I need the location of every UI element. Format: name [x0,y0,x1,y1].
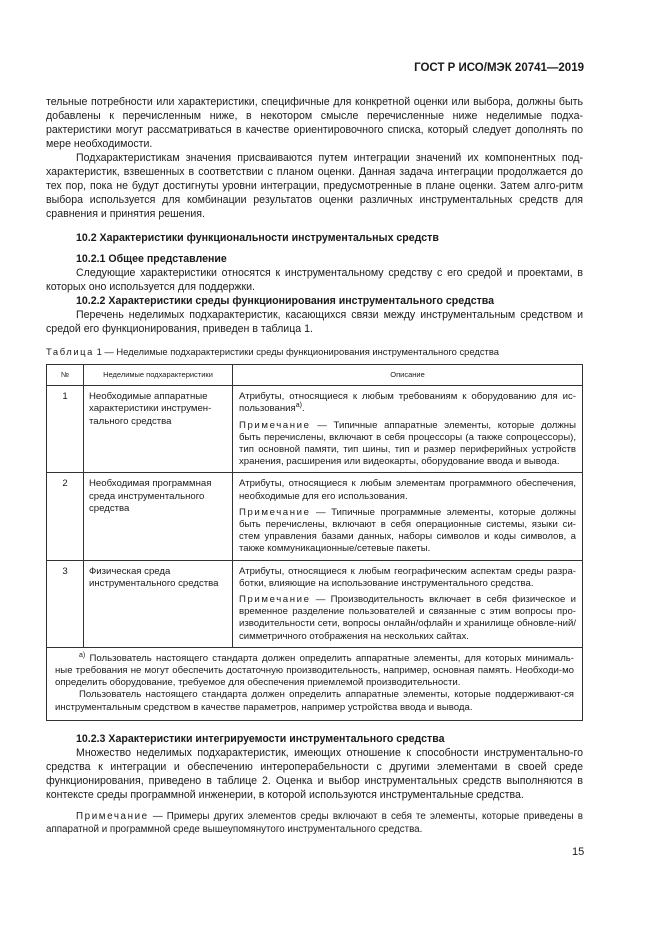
footnote-2: Пользователь настоящего стандарта должен определить аппаратные элементы, которые поддерживают-ся инструментальным средством в качестве параметров, например устройства ввода и вывода. [55,689,574,713]
note-label: Примечание [239,419,311,431]
table-caption-label: Таблица [46,346,94,357]
footnote-1: $^{a)}$ Пользователь настоящего стандарта должен определить аппаратные элементы, для которых минималь-ные требования не могут обеспечить достаточную производительность, например, основная память. Необходи-мо определить оборудование, требуемое для обеспечения приемлемой производительности. [55,651,574,689]
table-1-caption [46,345,583,359]
note-label: Примечание [239,594,311,606]
row-note: Примечание — Производительность включает в себя физическое и временное разделение пользователей и связанные с этим вопросы про-изводительности сети, вопросы онлайн/офлайн и хранилище обновле-ний/симметричного отображения на нескольких сайтах. [239,594,576,642]
description-text: Атрибуты, относящиеся к любым географическим аспектам среды разра-ботки, влияющие на использование инструментального средства. [239,565,576,589]
column-header-name: Неделимые подхарактеристики [84,365,233,386]
row-number: 3 [47,560,84,647]
table-footnote-row [47,647,583,720]
section-10-2-3-heading: 10.2.3 Характеристики интегрируемости инструментального средства [76,732,445,745]
section-10-2-2-text: Перечень неделимых подхарактеристик, касающихся связи между инструментальным средством и средой его функционирования, приведен в таблица 1. [46,309,583,335]
section-10-2-3-note: Примечание — Примеры других элементов среды включают в себя те элементы, которые приведены в аппаратной и программной среде вышеупомянутого инструментального средства. [46,810,583,835]
note-label: Примечание [239,506,311,518]
section-10-2-3-text: Множество неделимых подхарактеристик, имеющих отношение к способности инструментально-го средства к интеграции и обеспечению интероперабельности с другими элементами в своей среде функционирования, приведено в таблице 2. Оценка и выбор инструментальных средств выполняются в контексте среды программной инженерии, в которой используются инструментальные средства. [46,746,583,801]
table-header-row [47,365,583,386]
section-10-2-1-text: Следующие характеристики относятся к инструментальному средству с его средой и проектами, в которых оно используется для поддержки. [46,267,583,293]
table-1 [46,364,583,721]
row-number: 2 [47,473,84,560]
row-description [233,473,583,560]
row-description [233,560,583,647]
intro-paragraph-2: Подхарактеристикам значения присваиваются путем интеграции значений их компонентных под-характеристик, взвешенных в соответствии с планом оценки. Данная задача интеграции продолжается до тех пор, пока не будут достигнуты уровни интеграции, предусмотренные в плане оценки. Затем алго-ритм выбора используется для комбинации результатов оценки различных инструментальных средств для сравнения и принятия решения. [46,152,583,220]
row-subcharacteristic: Физическая среда инструментального средства [84,560,233,647]
description-text: Атрибуты, относящиеся к любым требованиям к оборудованию для ис-пользования$^{a)}$. [239,391,576,415]
footnote-marker: a) [295,402,302,410]
table-row [47,560,583,647]
intro-paragraph-1: тельные потребности или характеристики, специфичные для конкретной оценки или выбора, должны быть добавлены к перечисленным ниже, в некотором смысле перечисленные ниже неделимые подха-рактеристики могут рассматриваться в качестве ориентировочного списка, который следует дополнять по мере необходимости. [46,96,583,150]
section-10-2-1-heading: 10.2.1 Общее представление [76,253,227,265]
table-row [47,473,583,560]
description-text: Атрибуты, относящиеся к любым элементам программного обеспечения, необходимые для его использования. [239,478,576,502]
page-number: 15 [572,846,585,858]
row-subcharacteristic: Необходимые аппаратные характеристики инструмен-тального средства [84,386,233,473]
table-caption-text: 1 — Неделимые подхарактеристики среды функционирования инструментального средства [93,346,499,357]
note-label: Примечание [76,810,149,822]
column-header-number: № [47,365,84,386]
column-header-description: Описание [233,365,583,386]
row-subcharacteristic: Необходимая программная среда инструментального средства [84,473,233,560]
row-description [233,386,583,473]
row-note: Примечание — Типичные аппаратные элементы, которые должны быть перечислены, включают в себя процессоры (а также сопроцессоры), тип основной памяти, тип шины, тип и размер периферийных устройств хранения, расширения или видеокарты, оборудование ввода и вывода. [239,419,576,468]
main-content [46,95,583,836]
document-header: ГОСТ Р ИСО/МЭК 20741—2019 [414,62,584,74]
section-10-2-2-heading: 10.2.2 Характеристики среды функционирования инструментального средства [76,295,495,307]
table-row [47,386,583,473]
row-number: 1 [47,386,84,473]
row-note: Примечание — Типичные программные элементы, которые должны быть перечислены, включают в себя операционные системы, языки си-стем управления базами данных, наборы символов и коды символов, а также коммуникационные/сетевые пакеты. [239,506,576,555]
section-10-2-heading: 10.2 Характеристики функциональности инструментальных средств [76,232,439,244]
table-footnote [47,647,583,720]
